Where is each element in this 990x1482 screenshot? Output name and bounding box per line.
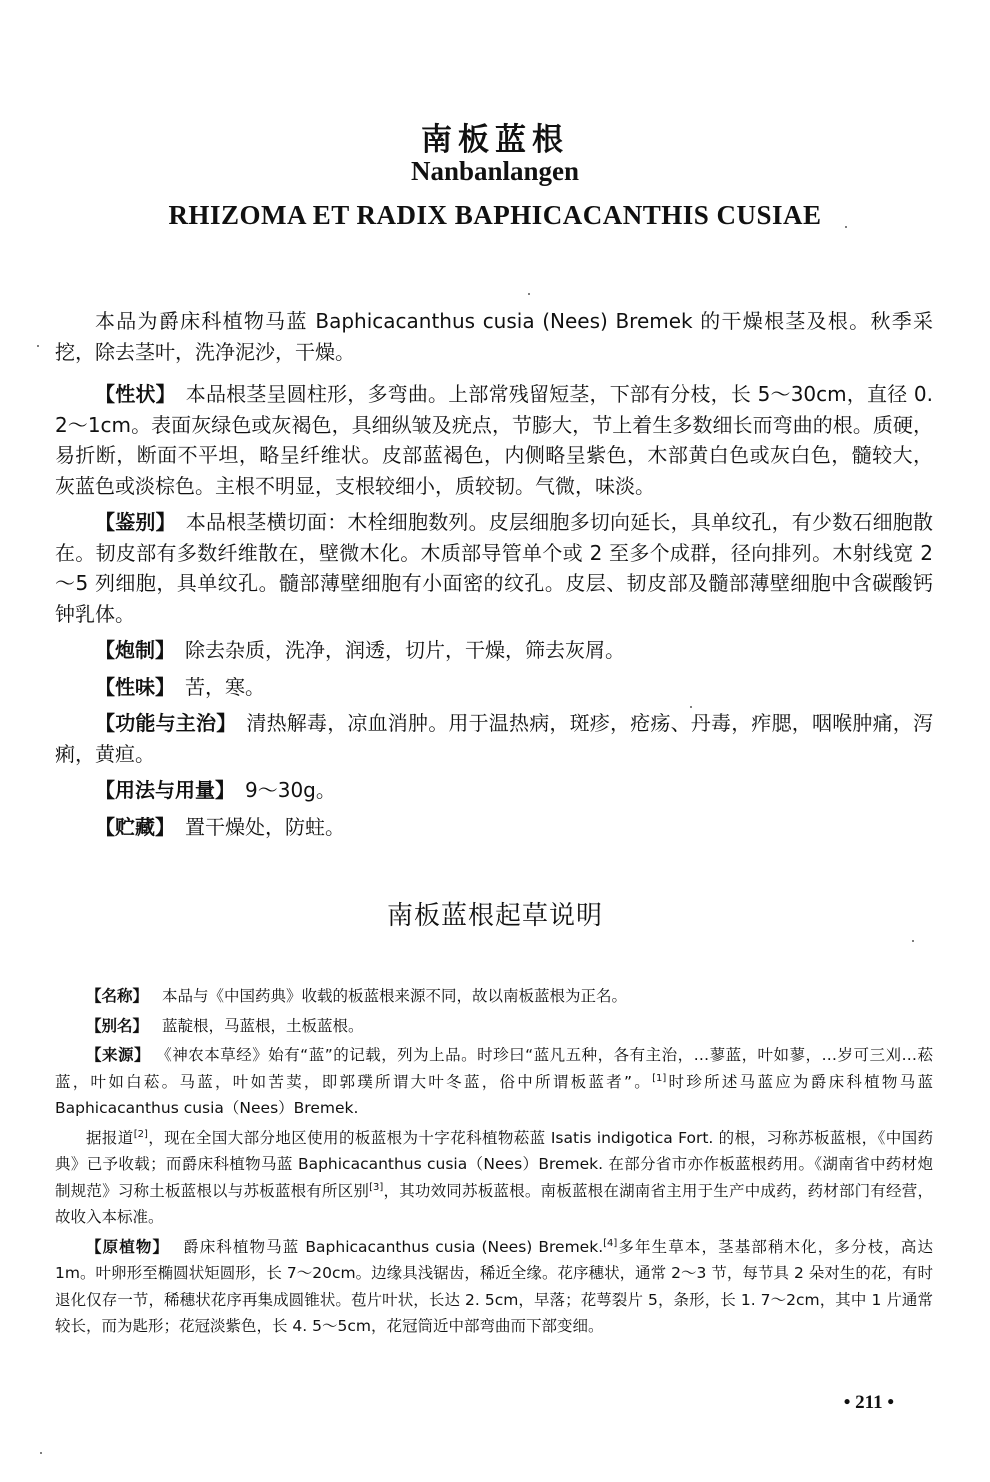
scan-speck xyxy=(37,345,39,347)
drafting-notes-title: 南板蓝根起草说明 xyxy=(386,901,603,931)
section-characteristics xyxy=(55,379,933,501)
section-text: 本品根茎横切面：木栓细胞数列。皮层细胞多切向延长，具单纹孔，有少数石细胞散在。韧皮部有多数纤维散在，壁微木化。木质部导管单个或 2 至多个成群，径向排列。木射线宽 2～5 列细胞，具单纹孔。髓部薄壁细胞有小面密的纹孔。皮层、韧皮部及髓部薄壁细胞中含碳酸钙钟乳体。 xyxy=(55,510,934,626)
section-text: 9～30g。 xyxy=(245,778,336,802)
section-text: 除去杂质，洗净，润透，切片，干燥，筛去灰屑。 xyxy=(185,638,625,662)
section-label: 【功能与主治】 xyxy=(95,711,237,735)
scan-speck xyxy=(912,940,914,942)
note-label: 【别名】 xyxy=(86,1016,149,1035)
section-text: 置干燥处，防蛀。 xyxy=(185,814,345,839)
scan-speck xyxy=(528,293,530,295)
note-original-plant xyxy=(55,1234,933,1340)
page-number: • 211 • xyxy=(843,1392,894,1413)
section-label: 【炮制】 xyxy=(95,638,175,662)
reference-marker: [2] xyxy=(133,1128,148,1140)
section-text: 本品根茎呈圆柱形，多弯曲。上部常残留短茎，下部有分枝，长 5～30cm，直径 0. 2～1cm。表面灰绿色或灰褐色，具细纵皱及疣点，节膨大，节上着生多数细长而弯曲的根。质硬，易折断，断面不平坦，略呈纤维状。皮部蓝褐色，内侧略呈紫色，木部黄白色或灰白色，髓较大，灰蓝色或淡棕色。主根不明显，支根较细小，质较韧。气微，味淡。 xyxy=(55,382,934,498)
section-usage-dosage xyxy=(55,775,933,806)
section-text: 清热解毒，凉血消肿。用于温热病，斑疹，疮疡、丹毒，痄腮，咽喉肿痛，泻痢，黄疸。 xyxy=(55,711,934,766)
note-name xyxy=(55,983,933,1010)
note-text: ，现在全国大部分地区使用的板蓝根为十字花科植物菘蓝 Isatis indigotica Fort. 的根，习称苏板蓝根，《中国药典》已予收载；而爵床科植物马蓝 Baphicacanthus cusia（Nees）Bremek. 在部分省市亦作板蓝根药用。《湖南省中药材炮制规范》习称土板蓝根以与苏板蓝根有所区别 xyxy=(55,1128,933,1200)
note-text: 据报道 xyxy=(86,1128,134,1147)
note-source xyxy=(55,1042,933,1122)
section-actions-indications xyxy=(55,708,933,769)
note-text: 时珍所述马蓝应为爵床科植物马蓝 Baphicacanthus cusia（Nees）Bremek. xyxy=(55,1072,933,1117)
note-label: 【名称】 xyxy=(86,987,149,1005)
note-label: 【来源】 xyxy=(86,1046,150,1064)
title-chinese: 南板蓝根 xyxy=(421,122,569,158)
note-text: ，其功效同苏板蓝根。南板蓝根在湖南省主用于生产中成药，药材部门有经营，故收入本标准。 xyxy=(55,1181,933,1226)
title-pinyin: Nanbanlangen xyxy=(410,156,580,186)
scan-speck xyxy=(40,1452,42,1454)
section-label: 【用法与用量】 xyxy=(95,778,235,802)
note-label: 【原植物】 xyxy=(86,1237,170,1256)
intro-paragraph: 本品为爵床科植物马蓝 Baphicacanthus cusia (Nees) Bremek 的干燥根茎及根。秋季采挖，除去茎叶，洗净泥沙，干燥。 xyxy=(55,309,933,364)
section-storage xyxy=(55,812,933,843)
note-text: 《神农本草经》始有“蓝”的记载，列为上品。时珍曰“蓝凡五种，各有主治，…蓼蓝，叶如蓼，…岁可三刈…菘蓝，叶如白菘。马蓝，叶如苦荬，即郭璞所谓大叶冬蓝，俗中所谓板蓝者”。 xyxy=(55,1046,933,1091)
section-label: 【性状】 xyxy=(95,382,176,406)
section-processing xyxy=(55,635,933,666)
note-text: 本品与《中国药典》收载的板蓝根来源不同，故以南板蓝根为正名。 xyxy=(162,987,628,1005)
title-latin: RHIZOMA ET RADIX BAPHICACANTHIS CUSIAE xyxy=(168,200,822,230)
section-identification xyxy=(55,507,933,629)
scan-speck xyxy=(690,706,692,708)
section-label: 【性味】 xyxy=(95,674,175,699)
note-report xyxy=(55,1125,933,1231)
reference-marker: [3] xyxy=(369,1181,384,1193)
monograph-body xyxy=(55,306,933,848)
drafting-notes-body xyxy=(55,983,933,1343)
reference-marker: [4] xyxy=(603,1237,618,1249)
section-text: 苦，寒。 xyxy=(185,674,265,699)
section-label: 【鉴别】 xyxy=(95,510,176,534)
note-text: 爵床科植物马蓝 Baphicacanthus cusia (Nees) Bremek. xyxy=(183,1237,604,1256)
note-text: 多年生草本，茎基部稍木化，多分枝，高达 1m。叶卵形至椭圆状矩圆形，长 7～20cm。边缘具浅锯齿，稀近全缘。花序穗状，通常 2～3 节，每节具 2 朵对生的花，有时退化仅存一节，稀穗状花序再集成圆锥状。苞片叶状，长达 2. 5cm，早落；花萼裂片 5，条形，长 1. 7～2cm，其中 1 片通常较长，而为匙形；花冠淡紫色，长 4. 5～5cm，花冠筒近中部弯曲而下部变细。 xyxy=(55,1237,933,1335)
section-label: 【贮藏】 xyxy=(95,814,175,839)
section-property-flavor xyxy=(55,672,933,703)
reference-marker: [1] xyxy=(652,1072,667,1084)
note-text: 蓝靛根，马蓝根，土板蓝根。 xyxy=(162,1016,364,1035)
note-alias xyxy=(55,1013,933,1040)
scan-speck xyxy=(845,226,847,228)
